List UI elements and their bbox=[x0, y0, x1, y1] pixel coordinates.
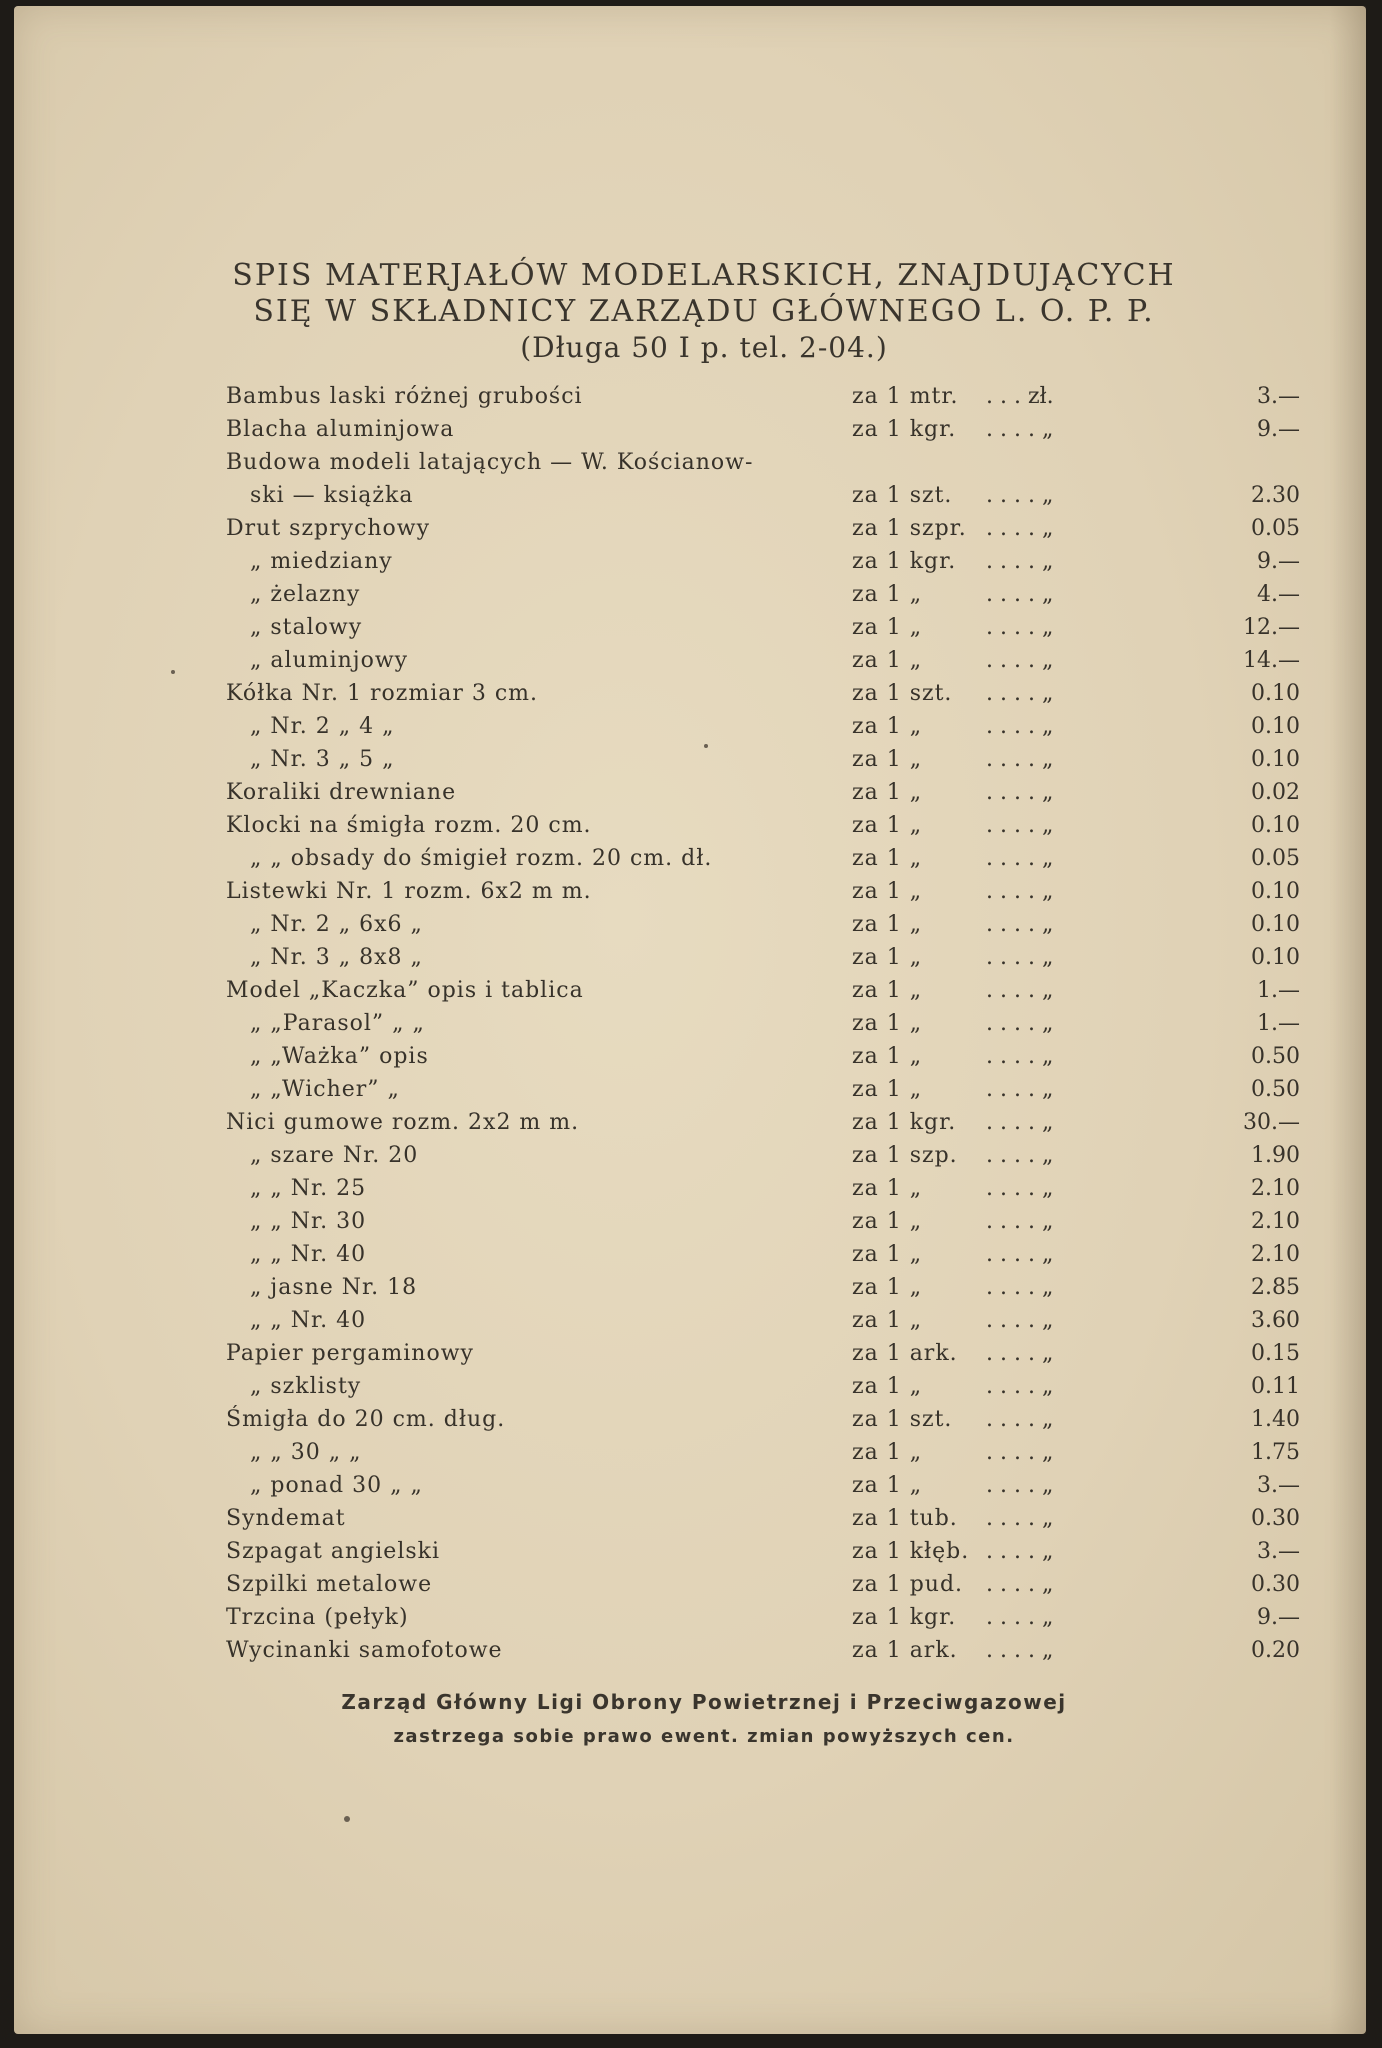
item-leader-dots: . . . . „ bbox=[986, 1506, 1054, 1531]
price-list-row bbox=[226, 1304, 1300, 1337]
item-name: Bambus laski różnej grubości bbox=[226, 384, 583, 409]
item-leader-dots: . . . . „ bbox=[986, 1143, 1054, 1168]
item-price: 2.85 bbox=[1251, 1275, 1300, 1300]
item-unit: za 1 „ bbox=[852, 1011, 923, 1036]
item-price: 0.30 bbox=[1251, 1572, 1300, 1597]
item-price: 0.50 bbox=[1251, 1044, 1300, 1069]
item-price: 9.— bbox=[1257, 549, 1300, 574]
item-price: 0.20 bbox=[1251, 1638, 1300, 1663]
item-price: 2.10 bbox=[1251, 1242, 1300, 1267]
item-price: 1.— bbox=[1257, 1011, 1300, 1036]
item-name: Kółka Nr. 1 rozmiar 3 cm. bbox=[226, 681, 539, 706]
item-price: 0.10 bbox=[1251, 912, 1300, 937]
item-leader-dots: . . . . „ bbox=[986, 1572, 1054, 1597]
item-unit: za 1 szt. bbox=[852, 681, 953, 706]
item-name: ski — książka bbox=[250, 483, 414, 508]
item-leader-dots: . . . . „ bbox=[986, 813, 1054, 838]
item-leader-dots: . . . . „ bbox=[986, 978, 1054, 1003]
item-unit: za 1 „ bbox=[852, 978, 923, 1003]
item-price: 3.60 bbox=[1251, 1308, 1300, 1333]
item-name: „ „ Nr. 30 bbox=[250, 1209, 367, 1234]
price-list-row bbox=[226, 941, 1300, 974]
item-name: „ „ Nr. 25 bbox=[250, 1176, 367, 1201]
document-header bbox=[214, 258, 1194, 366]
item-leader-dots: . . . . „ bbox=[986, 1242, 1054, 1267]
item-name: Śmigła do 20 cm. dług. bbox=[226, 1407, 506, 1432]
item-unit: za 1 „ bbox=[852, 1044, 923, 1069]
item-price: 0.15 bbox=[1251, 1341, 1300, 1366]
item-name: „ „Ważka” opis bbox=[250, 1044, 429, 1069]
item-price: 0.10 bbox=[1251, 813, 1300, 838]
item-leader-dots: . . . . „ bbox=[986, 1407, 1054, 1432]
item-price: 0.10 bbox=[1251, 747, 1300, 772]
item-leader-dots: . . . . „ bbox=[986, 1308, 1054, 1333]
item-leader-dots: . . . . „ bbox=[986, 747, 1054, 772]
item-leader-dots: . . . . „ bbox=[986, 1110, 1054, 1135]
price-list-row bbox=[226, 1634, 1300, 1667]
item-leader-dots: . . . . „ bbox=[986, 1011, 1054, 1036]
price-list-row bbox=[226, 446, 1206, 479]
price-list-row bbox=[226, 611, 1300, 644]
item-leader-dots: . . . . „ bbox=[986, 1077, 1054, 1102]
item-name: „ aluminjowy bbox=[250, 648, 409, 673]
price-list-row bbox=[226, 1106, 1300, 1139]
price-list-row bbox=[226, 413, 1300, 446]
item-leader-dots: . . . . „ bbox=[986, 1374, 1054, 1399]
item-name: Klocki na śmigła rozm. 20 cm. bbox=[226, 813, 592, 838]
item-unit: za 1 tub. bbox=[852, 1506, 958, 1531]
item-name: „ miedziany bbox=[250, 549, 393, 574]
item-leader-dots: . . . . „ bbox=[986, 1209, 1054, 1234]
item-price: 1.90 bbox=[1251, 1143, 1300, 1168]
ink-speck bbox=[704, 744, 708, 748]
item-leader-dots: . . . . „ bbox=[986, 1176, 1054, 1201]
item-leader-dots: . . . . „ bbox=[986, 879, 1054, 904]
price-list-row bbox=[226, 875, 1300, 908]
document-footer bbox=[214, 1684, 1194, 1754]
item-leader-dots: . . . . „ bbox=[986, 846, 1054, 871]
item-unit: za 1 „ bbox=[852, 1440, 923, 1465]
footer-line-1: Zarząd Główny Ligi Obrony Powietrznej i Przeciwgazowej bbox=[341, 1690, 1067, 1714]
price-list-row bbox=[226, 677, 1300, 710]
item-unit: za 1 kgr. bbox=[852, 1605, 957, 1630]
price-list-row bbox=[226, 1436, 1300, 1469]
item-name: „ szklisty bbox=[250, 1374, 362, 1399]
item-unit: za 1 szt. bbox=[852, 483, 953, 508]
item-price: 2.30 bbox=[1251, 483, 1300, 508]
item-name: Szpagat angielski bbox=[226, 1539, 441, 1564]
item-unit: za 1 „ bbox=[852, 1077, 923, 1102]
price-list-row bbox=[226, 908, 1300, 941]
price-list-row bbox=[226, 1271, 1300, 1304]
item-name: Listewki Nr. 1 rozm. 6x2 m m. bbox=[226, 879, 592, 904]
item-unit: za 1 „ bbox=[852, 1275, 923, 1300]
price-list-row bbox=[226, 545, 1300, 578]
item-name: „ Nr. 2 „ 4 „ bbox=[250, 714, 395, 739]
item-leader-dots: . . . . „ bbox=[986, 912, 1054, 937]
price-list-row bbox=[226, 1337, 1300, 1370]
item-leader-dots: . . . . „ bbox=[986, 1341, 1054, 1366]
price-list-row bbox=[226, 809, 1300, 842]
item-unit: za 1 szt. bbox=[852, 1407, 953, 1432]
item-unit: za 1 kłęb. bbox=[852, 1539, 970, 1564]
item-name: Blacha aluminjowa bbox=[226, 417, 455, 442]
document-page bbox=[14, 6, 1366, 2034]
item-leader-dots: . . . . „ bbox=[986, 1638, 1054, 1663]
item-leader-dots: . . . . „ bbox=[986, 1539, 1054, 1564]
item-name: „ Nr. 3 „ 8x8 „ bbox=[250, 945, 423, 970]
item-name: „ jasne Nr. 18 bbox=[250, 1275, 418, 1300]
price-list-row bbox=[226, 1502, 1300, 1535]
item-name: „ „ Nr. 40 bbox=[250, 1308, 367, 1333]
item-name: Wycinanki samofotowe bbox=[226, 1638, 503, 1663]
item-unit: za 1 pud. bbox=[852, 1572, 964, 1597]
item-unit: za 1 szpr. bbox=[852, 516, 967, 541]
price-list-row bbox=[226, 1238, 1300, 1271]
item-price: 3.— bbox=[1257, 1473, 1300, 1498]
item-unit: za 1 „ bbox=[852, 1209, 923, 1234]
item-unit: za 1 kgr. bbox=[852, 417, 957, 442]
item-unit: za 1 „ bbox=[852, 747, 923, 772]
item-price: 0.30 bbox=[1251, 1506, 1300, 1531]
item-price: 0.10 bbox=[1251, 714, 1300, 739]
item-name: Papier pergaminowy bbox=[226, 1341, 474, 1366]
item-unit: za 1 „ bbox=[852, 1176, 923, 1201]
item-price: 9.— bbox=[1257, 417, 1300, 442]
item-unit: za 1 „ bbox=[852, 813, 923, 838]
item-unit: za 1 „ bbox=[852, 780, 923, 805]
item-leader-dots: . . . . „ bbox=[986, 1605, 1054, 1630]
item-leader-dots: . . . . „ bbox=[986, 780, 1054, 805]
item-unit: za 1 „ bbox=[852, 912, 923, 937]
item-unit: za 1 mtr. bbox=[852, 384, 959, 409]
item-price: 0.05 bbox=[1251, 516, 1300, 541]
item-unit: za 1 „ bbox=[852, 846, 923, 871]
item-name: „ ponad 30 „ „ bbox=[250, 1473, 423, 1498]
item-leader-dots: . . . . „ bbox=[986, 714, 1054, 739]
item-price: 0.05 bbox=[1251, 846, 1300, 871]
item-leader-dots: . . . . „ bbox=[986, 516, 1054, 541]
item-price: 0.02 bbox=[1251, 780, 1300, 805]
item-leader-dots: . . . zł. bbox=[986, 384, 1054, 409]
item-price: 12.— bbox=[1243, 615, 1300, 640]
item-name: „ „ 30 „ „ bbox=[250, 1440, 362, 1465]
item-leader-dots: . . . . „ bbox=[986, 615, 1054, 640]
item-price: 0.10 bbox=[1251, 681, 1300, 706]
item-name: „ żelazny bbox=[250, 582, 361, 607]
item-unit: za 1 „ bbox=[852, 1242, 923, 1267]
price-list-row bbox=[226, 1535, 1300, 1568]
item-price: 2.10 bbox=[1251, 1176, 1300, 1201]
price-list-row bbox=[226, 776, 1300, 809]
item-unit: za 1 „ bbox=[852, 582, 923, 607]
price-list-row bbox=[226, 1205, 1300, 1238]
item-leader-dots: . . . . „ bbox=[986, 648, 1054, 673]
item-price: 9.— bbox=[1257, 1605, 1300, 1630]
title-line-2: SIĘ W SKŁADNICY ZARZĄDU GŁÓWNEGO L. O. P. P. bbox=[253, 294, 1155, 329]
price-list-row bbox=[226, 1469, 1300, 1502]
footer-line-2: zastrzega sobie prawo ewent. zmian powyższych cen. bbox=[393, 1726, 1015, 1747]
item-unit: za 1 „ bbox=[852, 879, 923, 904]
item-leader-dots: . . . . „ bbox=[986, 681, 1054, 706]
item-price: 3.— bbox=[1257, 384, 1300, 409]
item-unit: za 1 ark. bbox=[852, 1638, 958, 1663]
item-unit: za 1 szp. bbox=[852, 1143, 958, 1168]
price-list-row bbox=[226, 1172, 1300, 1205]
item-name: Koraliki drewniane bbox=[226, 780, 457, 805]
item-price: 0.50 bbox=[1251, 1077, 1300, 1102]
item-name: „ „ Nr. 40 bbox=[250, 1242, 367, 1267]
price-list-row bbox=[226, 1139, 1300, 1172]
item-unit: za 1 ark. bbox=[852, 1341, 958, 1366]
price-list-row bbox=[226, 1370, 1300, 1403]
title-line-1: SPIS MATERJAŁÓW MODELARSKICH, ZNAJDUJĄCYCH bbox=[232, 258, 1176, 293]
item-price: 4.— bbox=[1257, 582, 1300, 607]
item-leader-dots: . . . . „ bbox=[986, 1440, 1054, 1465]
item-unit: za 1 „ bbox=[852, 1308, 923, 1333]
item-price: 1.40 bbox=[1251, 1407, 1300, 1432]
item-unit: za 1 „ bbox=[852, 615, 923, 640]
item-unit: za 1 „ bbox=[852, 1473, 923, 1498]
item-leader-dots: . . . . „ bbox=[986, 1044, 1054, 1069]
item-name: Szpilki metalowe bbox=[226, 1572, 433, 1597]
price-list-row bbox=[226, 974, 1300, 1007]
item-name: Budowa modeli latających — W. Kościanow- bbox=[226, 450, 754, 475]
price-list-row bbox=[226, 1568, 1300, 1601]
item-name: Model „Kaczka” opis i tablica bbox=[226, 978, 584, 1003]
item-leader-dots: . . . . „ bbox=[986, 549, 1054, 574]
item-unit: za 1 kgr. bbox=[852, 1110, 957, 1135]
price-list-row bbox=[226, 644, 1300, 677]
price-list-row bbox=[226, 842, 1300, 875]
item-price: 1.75 bbox=[1251, 1440, 1300, 1465]
price-list-row bbox=[226, 1403, 1300, 1436]
price-list-row bbox=[226, 479, 1300, 512]
item-leader-dots: . . . . „ bbox=[986, 417, 1054, 442]
item-name: Syndemat bbox=[226, 1506, 346, 1531]
ink-speck bbox=[171, 670, 175, 674]
item-name: „ „Wicher” „ bbox=[250, 1077, 400, 1102]
item-leader-dots: . . . . „ bbox=[986, 945, 1054, 970]
item-name: Trzcina (pełyk) bbox=[226, 1605, 409, 1630]
item-price: 30.— bbox=[1243, 1110, 1300, 1135]
item-price: 2.10 bbox=[1251, 1209, 1300, 1234]
price-list bbox=[226, 380, 1300, 1667]
item-price: 0.11 bbox=[1251, 1374, 1300, 1399]
price-list-row bbox=[226, 380, 1300, 413]
item-leader-dots: . . . . „ bbox=[986, 1473, 1054, 1498]
address-line: (Długa 50 I p. tel. 2-04.) bbox=[520, 331, 888, 364]
item-name: „ „Parasol” „ „ bbox=[250, 1011, 425, 1036]
price-list-row bbox=[226, 578, 1300, 611]
price-list-row bbox=[226, 1040, 1300, 1073]
item-name: Drut szprychowy bbox=[226, 516, 431, 541]
item-unit: za 1 „ bbox=[852, 945, 923, 970]
item-name: „ stalowy bbox=[250, 615, 363, 640]
item-leader-dots: . . . . „ bbox=[986, 1275, 1054, 1300]
item-price: 0.10 bbox=[1251, 879, 1300, 904]
item-price: 14.— bbox=[1243, 648, 1300, 673]
item-name: „ szare Nr. 20 bbox=[250, 1143, 419, 1168]
item-unit: za 1 „ bbox=[852, 648, 923, 673]
price-list-row bbox=[226, 743, 1300, 776]
price-list-row bbox=[226, 1601, 1300, 1634]
item-price: 1.— bbox=[1257, 978, 1300, 1003]
price-list-row bbox=[226, 1073, 1300, 1106]
ink-speck bbox=[344, 1816, 350, 1822]
item-name: Nici gumowe rozm. 2x2 m m. bbox=[226, 1110, 580, 1135]
price-list-row bbox=[226, 512, 1300, 545]
price-list-row bbox=[226, 710, 1300, 743]
item-leader-dots: . . . . „ bbox=[986, 582, 1054, 607]
item-unit: za 1 kgr. bbox=[852, 549, 957, 574]
price-list-row bbox=[226, 1007, 1300, 1040]
item-price: 3.— bbox=[1257, 1539, 1300, 1564]
item-unit: za 1 „ bbox=[852, 714, 923, 739]
item-price: 0.10 bbox=[1251, 945, 1300, 970]
item-unit: za 1 „ bbox=[852, 1374, 923, 1399]
item-leader-dots: . . . . „ bbox=[986, 483, 1054, 508]
item-name: „ Nr. 2 „ 6x6 „ bbox=[250, 912, 423, 937]
item-name: „ „ obsady do śmigieł rozm. 20 cm. dł. bbox=[250, 846, 713, 871]
item-name: „ Nr. 3 „ 5 „ bbox=[250, 747, 395, 772]
